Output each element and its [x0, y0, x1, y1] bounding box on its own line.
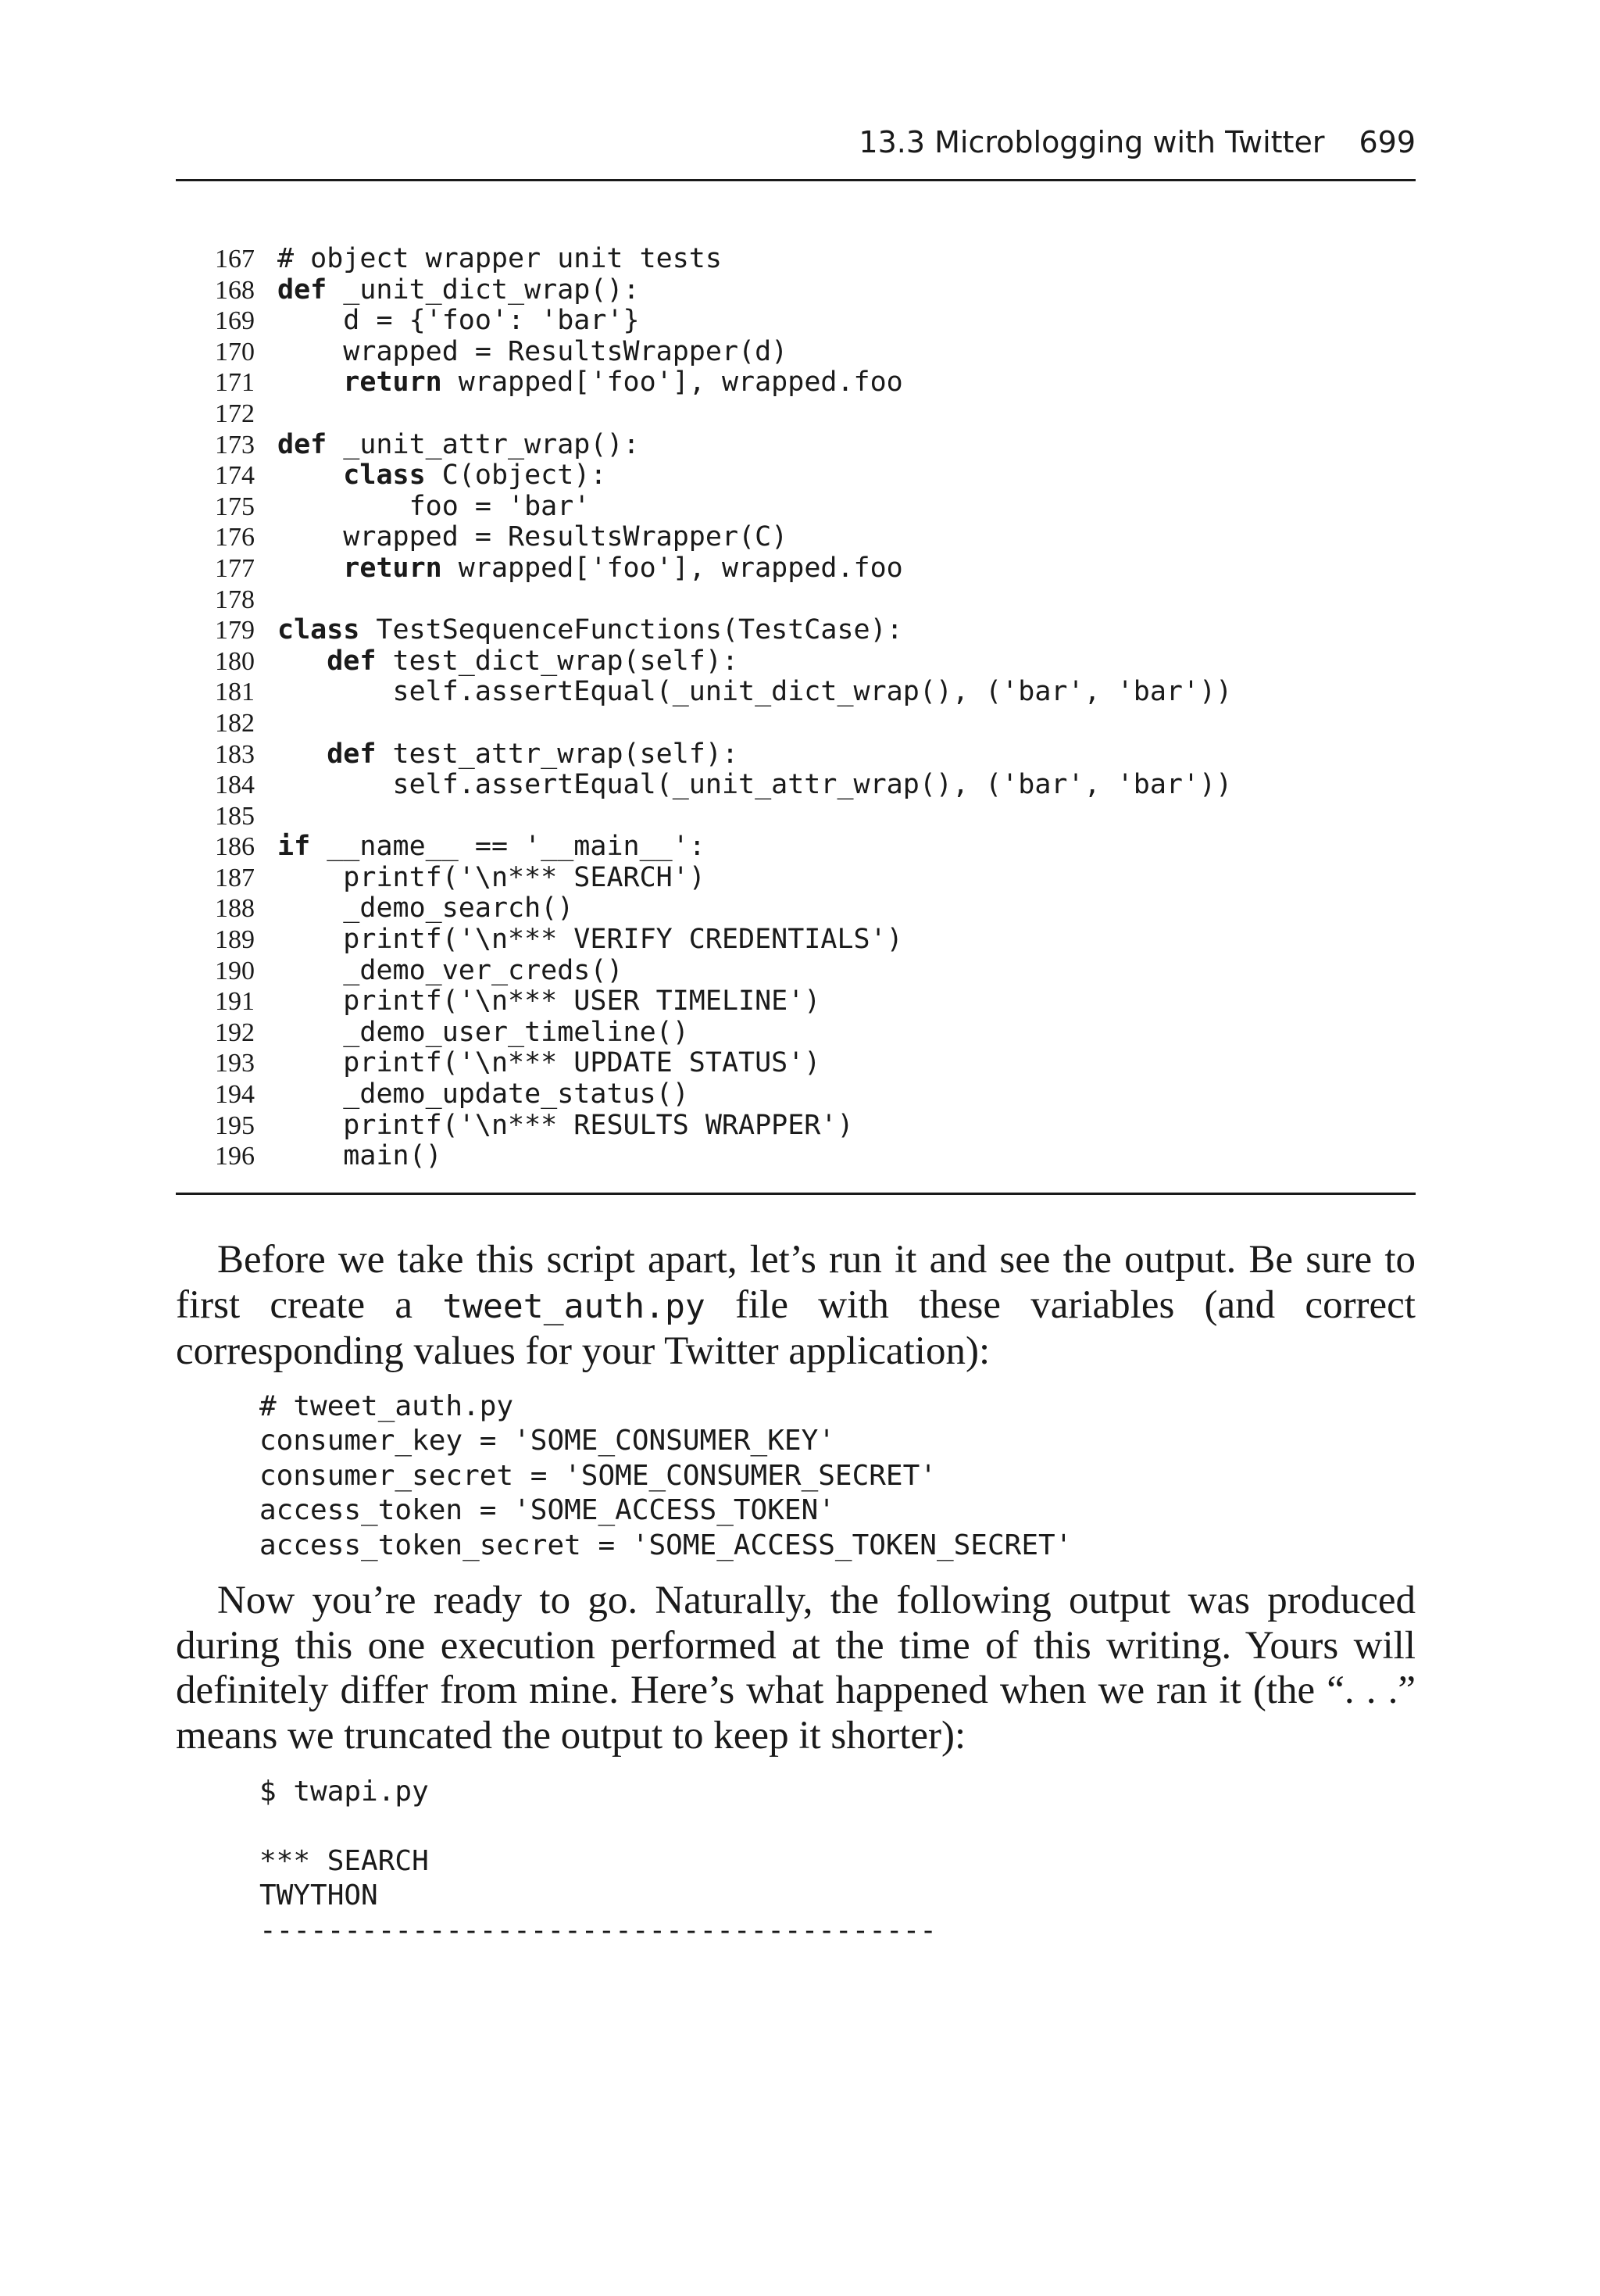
- paragraph-ready-to-go: [176, 1579, 1416, 1758]
- section-title: 13.3 Microblogging with Twitter: [859, 125, 1325, 159]
- line-number: 167: [215, 245, 255, 274]
- code-line: [176, 306, 1416, 337]
- header-rule: [176, 179, 1416, 181]
- indent: [277, 1078, 343, 1110]
- code-line: [176, 585, 1416, 616]
- line-number: 192: [215, 1017, 255, 1047]
- line-code: [277, 367, 903, 399]
- indent: [277, 646, 327, 677]
- code-line: [176, 244, 1416, 275]
- code-text: _demo_user_timeline(): [343, 1016, 689, 1048]
- keyword: def: [327, 738, 377, 770]
- indent: [277, 460, 343, 491]
- line-number: 187: [215, 863, 255, 892]
- line-number: 186: [215, 832, 255, 862]
- code-text: _demo_update_status(): [343, 1078, 689, 1110]
- indent: [277, 676, 393, 707]
- line-number: 173: [215, 430, 255, 460]
- running-head: [176, 119, 1416, 166]
- indent: [277, 336, 343, 367]
- indent: [277, 1047, 343, 1078]
- code-line: [176, 1048, 1416, 1079]
- line-code: [277, 306, 640, 337]
- indent: [277, 1110, 343, 1141]
- line-number: 169: [215, 306, 255, 336]
- code-line: [176, 863, 1416, 894]
- line-number: 179: [215, 616, 255, 646]
- line-code: [277, 460, 606, 492]
- line-number: 180: [215, 646, 255, 676]
- indent: [277, 985, 343, 1017]
- paragraph-text: Now you’re ready to go. Naturally, the following output was produced during this one execution performed at the time of this writing. Yours will definitely differ from mine. Here’s what happened when we ran it (the “. . .” means we truncated the output to keep it shorter):: [176, 1579, 1416, 1758]
- code-text: _unit_attr_wrap():: [327, 428, 640, 460]
- line-number: 189: [215, 925, 255, 955]
- code-block-line: access_token = 'SOME_ACCESS_TOKEN': [259, 1494, 835, 1527]
- output-code-block: [259, 1775, 937, 1948]
- line-code: [277, 522, 788, 553]
- code-text: wrapped['foo'], wrapped.foo: [441, 552, 903, 584]
- code-line: [176, 615, 1416, 646]
- line-number: 193: [215, 1049, 255, 1078]
- code-line: [176, 831, 1416, 863]
- indent: [277, 305, 343, 336]
- line-number: 178: [215, 585, 255, 614]
- line-code: [277, 1017, 689, 1049]
- code-line: [176, 801, 1416, 832]
- code-text: TestSequenceFunctions(TestCase):: [359, 614, 903, 646]
- code-block-line: consumer_key = 'SOME_CONSUMER_KEY': [259, 1425, 835, 1457]
- line-code: [277, 893, 573, 924]
- keyword: class: [277, 614, 360, 646]
- keyword: return: [343, 552, 442, 584]
- code-text: printf('\n*** RESULTS WRAPPER'): [343, 1109, 854, 1141]
- line-code: [277, 492, 590, 523]
- code-line: [176, 553, 1416, 585]
- indent: [277, 367, 343, 398]
- line-number: 181: [215, 678, 255, 707]
- code-line: [176, 893, 1416, 924]
- line-code: [277, 244, 722, 275]
- code-line: [176, 986, 1416, 1017]
- code-line: [176, 770, 1416, 801]
- indent: [277, 1017, 343, 1048]
- code-line: [176, 708, 1416, 739]
- indent: [277, 739, 327, 770]
- keyword: def: [327, 645, 377, 677]
- line-number: 190: [215, 956, 255, 985]
- code-text: test_dict_wrap(self):: [376, 645, 739, 677]
- code-line: [176, 275, 1416, 306]
- code-text: wrapped = ResultsWrapper(d): [343, 335, 788, 367]
- code-text: test_attr_wrap(self):: [376, 738, 739, 770]
- paragraph-text: file with these variables (and correct corresponding values for your Twitter application):: [176, 1282, 1416, 1373]
- code-line: [176, 460, 1416, 492]
- line-number: 177: [215, 553, 255, 583]
- code-line: [176, 1017, 1416, 1049]
- inline-code-filename: tweet_auth.py: [442, 1286, 705, 1326]
- code-line: [176, 924, 1416, 956]
- keyword: return: [343, 367, 442, 399]
- indent: [277, 862, 343, 893]
- code-line: [176, 1079, 1416, 1110]
- code-block-line: ----------------------------------------: [259, 1914, 937, 1947]
- page-number: 699: [1359, 125, 1416, 159]
- line-number: 176: [215, 523, 255, 553]
- code-text: printf('\n*** VERIFY CREDENTIALS'): [343, 924, 903, 956]
- keyword: def: [277, 428, 327, 460]
- code-block-line: consumer_secret = 'SOME_CONSUMER_SECRET': [259, 1459, 937, 1492]
- paragraph-text: Before we take this script apart, let’s run it and see the output. Be sure to first create a: [176, 1238, 1416, 1327]
- indent: [277, 553, 343, 584]
- indent: [277, 769, 393, 800]
- code-text: _unit_dict_wrap():: [327, 274, 640, 306]
- code-text: # object wrapper unit tests: [277, 243, 722, 274]
- line-code: [277, 275, 640, 306]
- code-line: [176, 1110, 1416, 1142]
- line-number: 184: [215, 771, 255, 800]
- line-number: 185: [215, 801, 255, 831]
- code-line: [176, 367, 1416, 399]
- line-code: [277, 553, 903, 585]
- line-number: 182: [215, 708, 255, 738]
- code-line: [176, 1141, 1416, 1172]
- code-line: [176, 739, 1416, 771]
- indent: [277, 955, 343, 986]
- line-number: 183: [215, 739, 255, 769]
- line-code: [277, 337, 788, 368]
- line-code: [277, 770, 1232, 801]
- line-number: 194: [215, 1080, 255, 1110]
- code-text: wrapped = ResultsWrapper(C): [343, 521, 788, 553]
- code-block-line: access_token_secret = 'SOME_ACCESS_TOKEN_SECRET': [259, 1529, 1073, 1561]
- code-text: C(object):: [425, 460, 607, 492]
- code-text: printf('\n*** SEARCH'): [343, 861, 705, 893]
- indent: [277, 1140, 343, 1171]
- line-code: [277, 646, 738, 678]
- code-line: [176, 430, 1416, 461]
- code-text: _demo_search(): [343, 892, 574, 924]
- keyword: class: [343, 460, 426, 492]
- line-number: 171: [215, 368, 255, 398]
- listing-bottom-rule: [176, 1193, 1416, 1195]
- line-number: 170: [215, 337, 255, 367]
- line-code: [277, 924, 903, 956]
- code-line: [176, 677, 1416, 708]
- keyword: def: [277, 274, 327, 306]
- code-line: [176, 956, 1416, 987]
- keyword: if: [277, 831, 311, 863]
- code-block-line: $ twapi.py: [259, 1776, 429, 1808]
- line-code: [277, 986, 820, 1017]
- indent: [277, 521, 343, 553]
- line-number: 195: [215, 1110, 255, 1140]
- code-text: printf('\n*** UPDATE STATUS'): [343, 1047, 821, 1079]
- tweet-auth-code-block: [259, 1389, 1072, 1563]
- paragraph-run-script: [176, 1238, 1416, 1375]
- line-code: [277, 1079, 689, 1110]
- code-block-line: [259, 1809, 937, 1844]
- line-code: [277, 956, 623, 987]
- line-code: [277, 615, 903, 646]
- code-text: wrapped['foo'], wrapped.foo: [441, 367, 903, 399]
- indent: [277, 924, 343, 955]
- line-number: 188: [215, 894, 255, 924]
- code-block-line: TWYTHON: [259, 1879, 378, 1912]
- line-number: 191: [215, 987, 255, 1017]
- line-number: 196: [215, 1142, 255, 1171]
- line-code: [277, 831, 705, 863]
- indent: [277, 892, 343, 924]
- line-number: 172: [215, 399, 255, 428]
- line-code: [277, 430, 640, 461]
- code-line: [176, 646, 1416, 678]
- code-line: [176, 522, 1416, 553]
- code-line: [176, 399, 1416, 430]
- line-number: 168: [215, 275, 255, 305]
- line-code: [277, 739, 738, 771]
- code-text: d = {'foo': 'bar'}: [343, 305, 640, 337]
- line-number: 175: [215, 492, 255, 521]
- code-text: foo = 'bar': [409, 490, 591, 522]
- code-text: self.assertEqual(_unit_dict_wrap(), ('bar', 'bar')): [392, 676, 1233, 708]
- code-line: [176, 492, 1416, 523]
- code-text: printf('\n*** USER TIMELINE'): [343, 985, 821, 1017]
- line-number: 174: [215, 461, 255, 491]
- code-line: [176, 337, 1416, 368]
- line-code: [277, 1048, 820, 1079]
- code-listing: [176, 244, 1416, 1172]
- line-code: [277, 1141, 442, 1172]
- code-block-line: *** SEARCH: [259, 1844, 429, 1877]
- line-code: [277, 863, 705, 894]
- line-code: [277, 1110, 854, 1142]
- code-text: __name__ == '__main__':: [310, 831, 705, 863]
- code-text: self.assertEqual(_unit_attr_wrap(), ('bar', 'bar')): [392, 769, 1233, 801]
- indent: [277, 491, 409, 522]
- code-text: _demo_ver_creds(): [343, 954, 623, 986]
- code-text: main(): [343, 1140, 442, 1172]
- line-code: [277, 677, 1232, 708]
- code-block-line: # tweet_auth.py: [259, 1390, 514, 1422]
